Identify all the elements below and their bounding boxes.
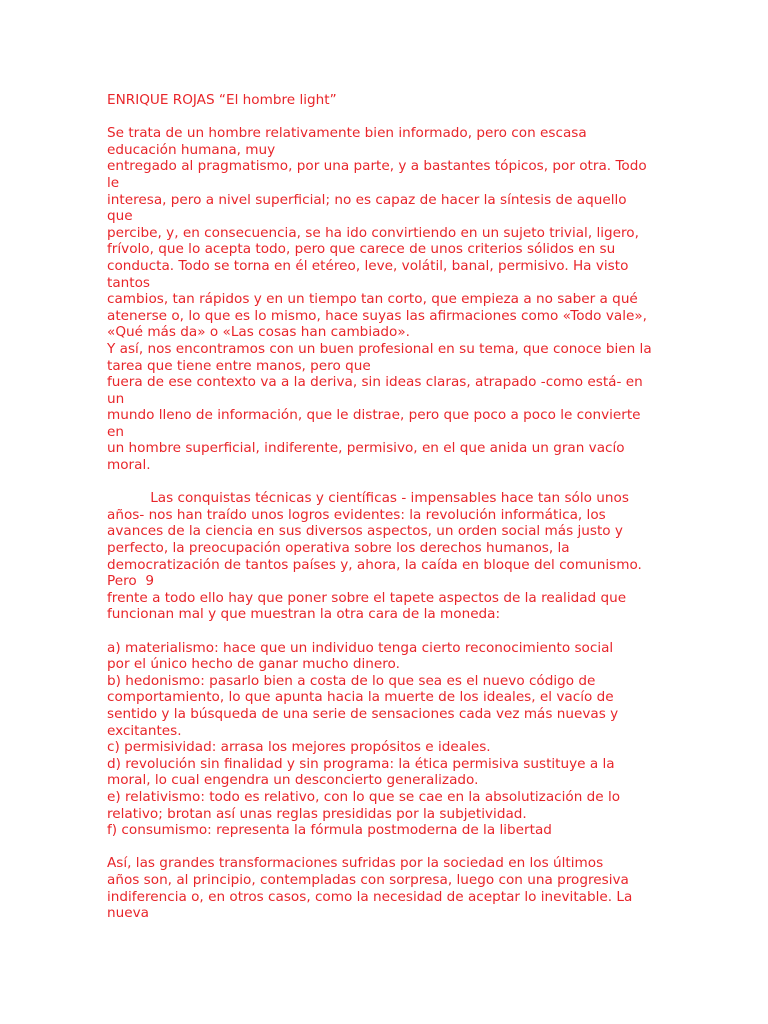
text-line: percibe, y, en consecuencia, se ha ido convirtiendo en un sujeto trivial, ligero,	[107, 224, 639, 241]
text-line: tantos	[107, 274, 151, 291]
list-item: a) materialismo: hace que un individuo tenga cierto reconocimiento social	[107, 639, 614, 656]
paragraph-transformations	[107, 855, 667, 921]
text-line: cambios, tan rápidos y en un tiempo tan corto, que empieza a no saber a qué	[107, 291, 638, 308]
list-item: b) hedonismo: pasarlo bien a costa de lo que sea es el nuevo código de	[107, 672, 596, 689]
paragraph-conquests	[107, 490, 667, 623]
text-line: Así, las grandes transformaciones sufridas por la sociedad en los últimos	[107, 855, 604, 872]
text-line: Se trata de un hombre relativamente bien informado, pero con escasa	[107, 125, 587, 142]
text-line: educación humana, muy	[107, 141, 276, 158]
text-line: entregado al pragmatismo, por una parte, y a bastantes tópicos, por otra. Todo	[107, 158, 647, 175]
text-line: un	[107, 390, 125, 407]
paragraph-intro	[107, 125, 667, 473]
text-line: Las conquistas técnicas y científicas - impensables hace tan sólo unos	[107, 490, 629, 507]
text-line: mundo lleno de información, que le distrae, pero que poco a poco le convierte	[107, 407, 641, 424]
text-line: avances de la ciencia en sus diversos aspectos, un orden social más justo y	[107, 523, 623, 540]
text-line: nueva	[107, 905, 149, 922]
text-line: democratización de tantos países y, ahora, la caída en bloque del comunismo.	[107, 556, 642, 573]
text-line: Pero 9	[107, 573, 154, 590]
text-line: «Qué más da» o «Las cosas han cambiado».	[107, 324, 411, 341]
text-line: un hombre superficial, indiferente, permisivo, en el que anida un gran vacío	[107, 440, 625, 457]
list-item: sentido y la búsqueda de una serie de sensaciones cada vez más nuevas y	[107, 705, 619, 722]
list-item: moral, lo cual engendra un desconcierto generalizado.	[107, 772, 479, 789]
document-body	[107, 92, 667, 922]
spacer	[107, 623, 667, 640]
text-line: años son, al principio, contempladas con sorpresa, luego con una progresiva	[107, 871, 629, 888]
text-line: atenerse o, lo que es lo mismo, hace suyas las afirmaciones como «Todo vale»,	[107, 307, 647, 324]
list-item: f) consumismo: representa la fórmula postmoderna de la libertad	[107, 822, 552, 839]
text-line: le	[107, 174, 120, 191]
text-line: frívolo, que lo acepta todo, pero que carece de unos criterios sólidos en su	[107, 241, 616, 258]
list-item: e) relativismo: todo es relativo, con lo que se cae en la absolutización de lo	[107, 788, 621, 805]
list-item: excitantes.	[107, 722, 182, 739]
text-line: perfecto, la preocupación operativa sobre los derechos humanos, la	[107, 540, 570, 557]
list-item: c) permisividad: arrasa los mejores propósitos e ideales.	[107, 739, 491, 756]
text-line: Y así, nos encontramos con un buen profesional en su tema, que conoce bien la	[107, 340, 652, 357]
text-line: funcionan mal y que muestran la otra cara de la moneda:	[107, 606, 501, 623]
text-line: indiferencia o, en otros casos, como la necesidad de aceptar lo inevitable. La	[107, 888, 633, 905]
text-line: moral.	[107, 457, 151, 474]
spacer	[107, 109, 667, 126]
text-line: años- nos han traído unos logros evidentes: la revolución informática, los	[107, 506, 606, 523]
text-line: frente a todo ello hay que poner sobre el tapete aspectos de la realidad que	[107, 589, 627, 606]
text-line: que	[107, 208, 133, 225]
list-item: comportamiento, lo que apunta hacia la muerte de los ideales, el vacío de	[107, 689, 614, 706]
text-line: conducta. Todo se torna en él etéreo, leve, volátil, banal, permisivo. Ha visto	[107, 257, 629, 274]
text-line: en	[107, 423, 124, 440]
text-line: fuera de ese contexto va a la deriva, sin ideas claras, atrapado -como está- en	[107, 374, 643, 391]
spacer	[107, 839, 667, 856]
spacer	[107, 474, 667, 491]
text-line: interesa, pero a nivel superficial; no es capaz de hacer la síntesis de aquello	[107, 191, 627, 208]
list-item: relativo; brotan así unas reglas presididas por la subjetividad.	[107, 805, 527, 822]
list-item: por el único hecho de ganar mucho dinero.	[107, 656, 400, 673]
document-title: ENRIQUE ROJAS “El hombre light”	[107, 92, 337, 108]
text-line: tarea que tiene entre manos, pero que	[107, 357, 371, 374]
list-item: d) revolución sin finalidad y sin programa: la ética permisiva sustituye a la	[107, 755, 615, 772]
problems-list	[107, 640, 667, 839]
